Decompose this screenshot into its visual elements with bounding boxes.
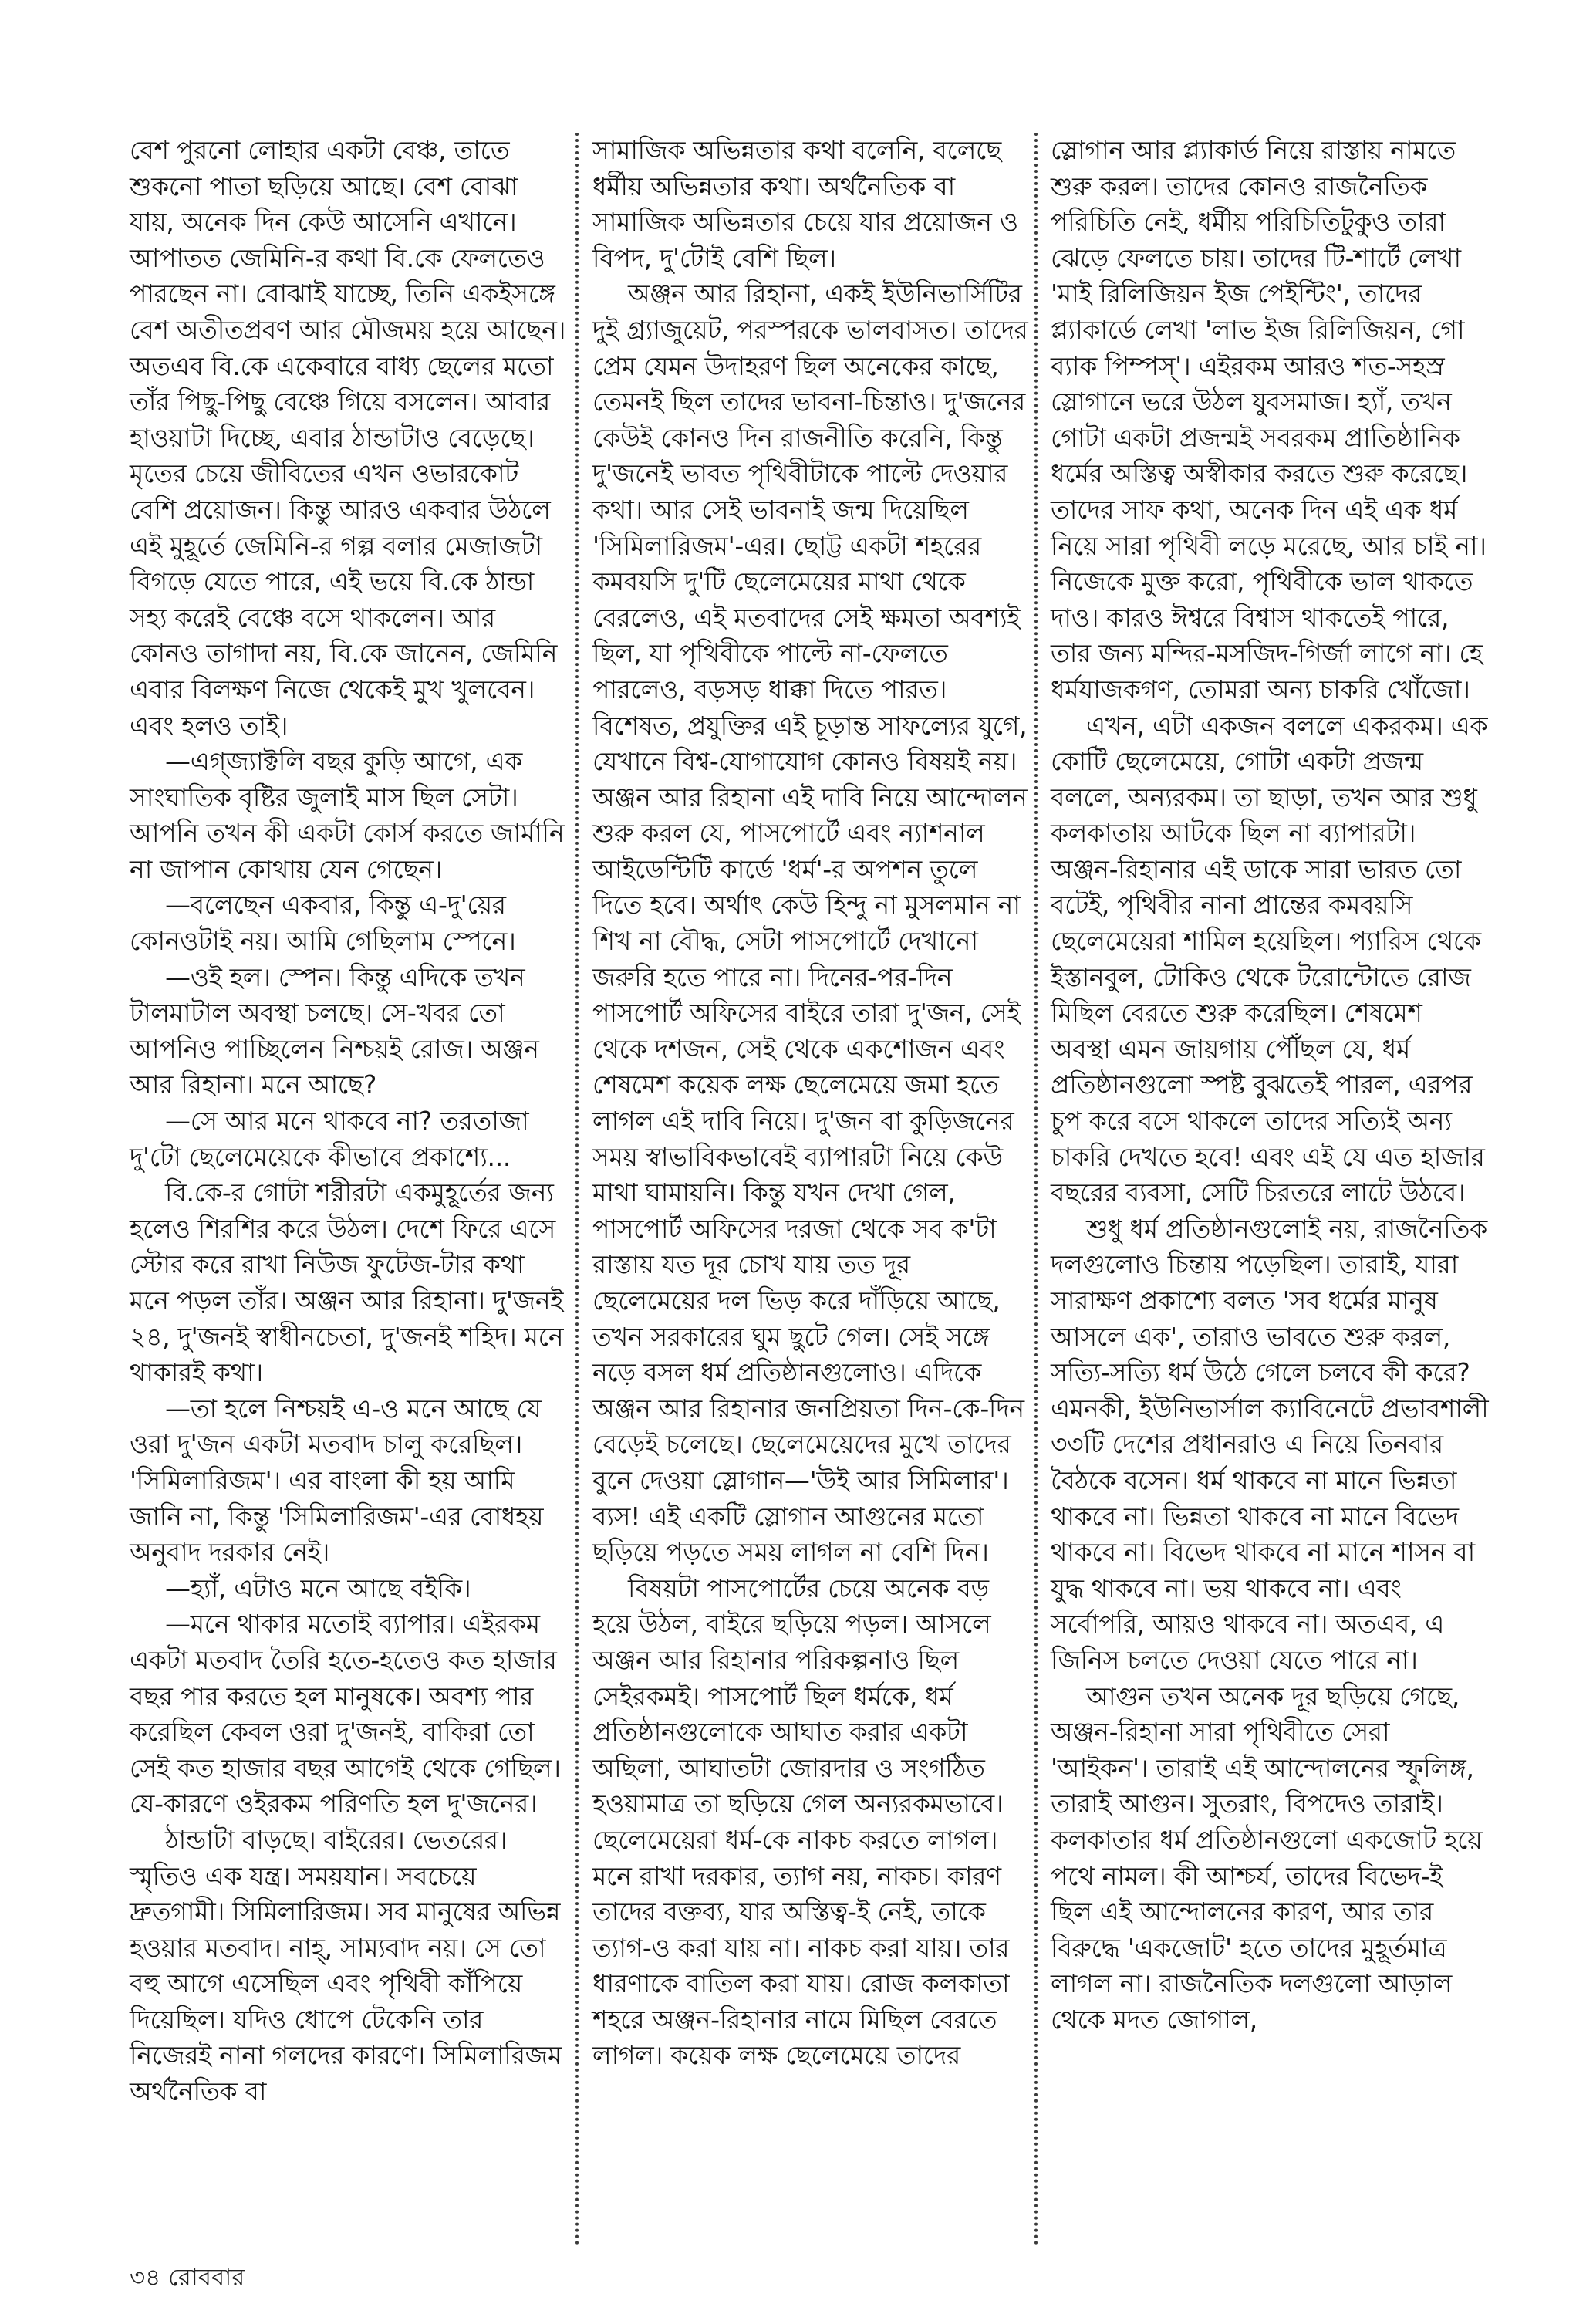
paragraph: —তা হলে নিশ্চয়ই এ-ও মনে আছে যে ওরা দু'জন একটা মতবাদ চালু করেছিল। 'সিমিলারিজম'। এর বাংলা কী হয় আমি জানি না, কিন্তু 'সিমিলারিজম'-এর বোধহয় অনুবাদ দরকার নেই।	[130, 1393, 544, 1568]
paragraph: আগুন তখন অনেক দূর ছড়িয়ে গেছে, অঞ্জন-রিহানা সারা পৃথিবীতে সেরা 'আইকন'। তারাই এই আন্দোলনের স্ফুলিঙ্গ, তারাই আগুন। সুতরাং, বিপদেও তারাই। কলকাতার ধর্ম প্রতিষ্ঠানগুলো একজোট হয়ে পথে নামল। কী আশ্চর্য, তাদের বিভেদ-ই ছিল এই আন্দোলনের কারণ, আর তার বিরুদ্ধে 'একজোট' হতে তাদের মুহূর্তমাত্র লাগল না। রাজনৈতিক দলগুলো আড়াল থেকে মদত জোগাল,	[1051, 1681, 1483, 2035]
text-column-2	[592, 133, 1031, 2074]
column-divider-1	[575, 133, 579, 2247]
paragraph: অঞ্জন আর রিহানা, একই ইউনিভার্সিটির দুই গ্র্যাজুয়েট, পরস্পরকে ভালবাসত। তাদের প্রেম যেমন উদাহরণ ছিল অনেকের কাছে, তেমনই ছিল তাদের ভাবনা-চিন্তাও। দু'জনের কেউই কোনও দিন রাজনীতি করেনি, কিন্তু দু'জনেই ভাবত পৃথিবীটাকে পাল্টে দেওয়ার কথা। আর সেই ভাবনাই জন্ম দিয়েছিল 'সিমিলারিজম'-এর। ছোট্ট একটা শহরের কমবয়সি দু'টি ছেলেমেয়ের মাথা থেকে বেরলেও, এই মতবাদের সেই ক্ষমতা অবশ্যই ছিল, যা পৃথিবীকে পাল্টে না-ফেলতে পারলেও, বড়সড় ধাক্কা দিতে পারত। বিশেষত, প্রযুক্তির এই চূড়ান্ত সাফল্যের যুগে, যেখানে বিশ্ব-যোগাযোগ কোনও বিষয়ই নয়। অঞ্জন আর রিহানা এই দাবি নিয়ে আন্দোলন শুরু করল যে, পাসপোর্টে এবং ন্যাশনাল আইডেন্টিটি কার্ডে 'ধর্ম'-র অপশন তুলে দিতে হবে। অর্থাৎ কেউ হিন্দু না মুসলমান না শিখ না বৌদ্ধ, সেটা পাসপোর্টে দেখানো জরুরি হতে পারে না। দিনের-পর-দিন পাসপোর্ট অফিসের বাইরে তারা দু'জন, সেই থেকে দশজন, সেই থেকে একশোজন এবং শেষমেশ কয়েক লক্ষ ছেলেমেয়ে জমা হতে লাগল এই দাবি নিয়ে। দু'জন বা কুড়িজনের সময় স্বাভাবিকভাবেই ব্যাপারটা নিয়ে কেউ মাথা ঘামায়নি। কিন্তু যখন দেখা গেল, পাসপোর্ট অফিসের দরজা থেকে সব ক'টা রাস্তায় যত দূর চোখ যায় তত দূর ছেলেমেয়ের দল ভিড় করে দাঁড়িয়ে আছে, তখন সরকারের ঘুম ছুটে গেল। সেই সঙ্গে নড়ে বসল ধর্ম প্রতিষ্ঠানগুলোও। এদিকে অঞ্জন আর রিহানার জনপ্রিয়তা দিন-কে-দিন বেড়েই চলেছে। ছেলেমেয়েদের মুখে তাদের বুনে দেওয়া স্লোগান—'উই আর সিমিলার'। ব্যস! এই একটি স্লোগান আগুনের মতো ছড়িয়ে পড়তে সময় লাগল না বেশি দিন।	[592, 279, 1028, 1568]
text-column-1	[130, 133, 568, 2110]
paragraph: —হ্যাঁ, এটাও মনে আছে বইকি।	[165, 1572, 471, 1603]
paragraph: এখন, এটা একজন বললে একরকম। এক কোটি ছেলেমেয়ে, গোটা একটা প্রজন্ম বললে, অন্যরকম। তা ছাড়া, তখন আর শুধু কলকাতায় আটকে ছিল না ব্যাপারটা। অঞ্জন-রিহানার এই ডাকে সারা ভারত তো বটেই, পৃথিবীর নানা প্রান্তের কমবয়সি ছেলেমেয়েরা শামিল হয়েছিল। প্যারিস থেকে ইস্তানবুল, টোকিও থেকে টরোন্টোতে রোজ মিছিল বেরতে শুরু করেছিল। শেষমেশ অবস্থা এমন জায়গায় পৌঁছল যে, ধর্ম প্রতিষ্ঠানগুলো স্পষ্ট বুঝতেই পারল, এরপর চুপ করে বসে থাকলে তাদের সত্যিই অন্য চাকরি দেখতে হবে! এবং এই যে এত হাজার বছরের ব্যবসা, সেটি চিরতরে লাটে উঠবে।	[1051, 710, 1488, 1208]
paragraph: সামাজিক অভিন্নতার কথা বলেনি, বলেছে ধর্মীয় অভিন্নতার কথা। অর্থনৈতিক বা সামাজিক অভিন্নতার চেয়ে যার প্রয়োজন ও বিপদ, দু'টোই বেশি ছিল।	[592, 135, 1018, 273]
paragraph: ঠান্ডাটা বাড়ছে। বাইরের। ভেতরের। স্মৃতিও এক যন্ত্র। সময়যান। সবচেয়ে দ্রুতগামী। সিমিলারিজম। সব মানুষের অভিন্ন হওয়ার মতবাদ। নাহ্‌, সাম্যবাদ নয়। সে তো বহু আগে এসেছিল এবং পৃথিবী কাঁপিয়ে দিয়েছিল। যদিও ধোপে টেকেনি তার নিজেরই নানা গলদের কারণে। সিমিলারিজম অর্থনৈতিক বা	[130, 1824, 562, 2107]
text-column-3	[1051, 133, 1489, 2038]
paragraph: —এগ্‌জ্যাক্টলি বছর কুড়ি আগে, এক সাংঘাতিক বৃষ্টির জুলাই মাস ছিল সেটা। আপনি তখন কী একটা কোর্স করতে জার্মানি না জাপান কোথায় যেন গেছেন।	[130, 746, 565, 884]
page-folio: ৩৪ রোববার	[130, 2264, 245, 2292]
paragraph: শুধু ধর্ম প্রতিষ্ঠানগুলোই নয়, রাজনৈতিক দলগুলোও চিন্তায় পড়েছিল। তারাই, যারা সারাক্ষণ প্রকাশ্যে বলত 'সব ধর্মের মানুষ আসলে এক', তারাও ভাবতে শুরু করল, সত্যি-সত্যি ধর্ম উঠে গেলে চলবে কী করে? এমনকী, ইউনিভার্সাল ক্যাবিনেটে প্রভাবশালী ৩৩টি দেশের প্রধানরাও এ নিয়ে তিনবার বৈঠকে বসেন। ধর্ম থাকবে না মানে ভিন্নতা থাকবে না। ভিন্নতা থাকবে না মানে বিভেদ থাকবে না। বিভেদ থাকবে না মানে শাসন বা যুদ্ধ থাকবে না। ভয় থাকবে না। এবং সর্বোপরি, আয়ও থাকবে না। অতএব, এ জিনিস চলতে দেওয়া যেতে পারে না।	[1051, 1213, 1489, 1675]
paragraph: —বলেছেন একবার, কিন্তু এ-দু'য়ের কোনওটাই নয়। আমি গেছিলাম স্পেনে।	[130, 890, 516, 957]
paragraph: —ওই হল। স্পেন। কিন্তু এদিকে তখন টালমাটাল অবস্থা চলছে। সে-খবর তো আপনিও পাচ্ছিলেন নিশ্চয়ই রোজ। অঞ্জন আর রিহানা। মনে আছে?	[130, 961, 539, 1100]
paragraph: বিষয়টা পাসপোর্টের চেয়ে অনেক বড় হয়ে উঠল, বাইরে ছড়িয়ে পড়ল। আসলে অঞ্জন আর রিহানার পরিকল্পনাও ছিল সেইরকমই। পাসপোর্ট ছিল ধর্মকে, ধর্ম প্রতিষ্ঠানগুলোকে আঘাত করার একটা অছিলা, আঘাতটা জোরদার ও সংগঠিত হওয়ামাত্র তা ছড়িয়ে গেল অন্যরকমভাবে। ছেলেমেয়েরা ধর্ম-কে নাকচ করতে লাগল। মনে রাখা দরকার, ত্যাগ নয়, নাকচ। কারণ তাদের বক্তব্য, যার অস্তিত্ব-ই নেই, তাকে ত্যাগ-ও করা যায় না। নাকচ করা যায়। তার ধারণাকে বাতিল করা যায়। রোজ কলকাতা শহরে অঞ্জন-রিহানার নামে মিছিল বেরতে লাগল। কয়েক লক্ষ ছেলেমেয়ে তাদের	[592, 1572, 1010, 2071]
paragraph: বি.কে-র গোটা শরীরটা একমুহূর্তের জন্য হলেও শিরশির করে উঠল। দেশে ফিরে এসে স্টোর করে রাখা নিউজ ফুটেজ-টার কথা মনে পড়ল তাঁর। অঞ্জন আর রিহানা। দু'জনই ২৪, দু'জনই স্বাধীনচেতা, দু'জনই শহিদ। মনে থাকারই কথা।	[130, 1177, 564, 1388]
paragraph: —সে আর মনে থাকবে না? তরতাজা দু'টো ছেলেমেয়েকে কীভাবে প্রকাশ্যে...	[130, 1106, 529, 1172]
column-divider-2	[1034, 133, 1038, 2247]
paragraph: বেশ পুরনো লোহার একটা বেঞ্চ, তাতে শুকনো পাতা ছড়িয়ে আছে। বেশ বোঝা যায়, অনেক দিন কেউ আসেনি এখানে। আপাতত জেমিনি-র কথা বি.কে ফেলতেও পারছেন না। বোঝাই যাচ্ছে, তিনি একইসঙ্গে বেশ অতীতপ্রবণ আর মৌজময় হয়ে আছেন। অতএব বি.কে একেবারে বাধ্য ছেলের মতো তাঁর পিছু-পিছু বেঞ্চে গিয়ে বসলেন। আবার হাওয়াটা দিচ্ছে, এবার ঠান্ডাটাও বেড়েছে। মৃতের চেয়ে জীবিতের এখন ওভারকোট বেশি প্রয়োজন। কিন্তু আরও একবার উঠলে এই মুহূর্তে জেমিনি-র গল্প বলার মেজাজটা বিগড়ে যেতে পারে, এই ভয়ে বি.কে ঠান্ডা সহ্য করেই বেঞ্চে বসে থাকলেন। আর কোনও তাগাদা নয়, বি.কে জানেন, জেমিনি এবার বিলক্ষণ নিজে থেকেই মুখ খুলবেন। এবং হলও তাই।	[130, 135, 566, 741]
paragraph: স্লোগান আর প্ল্যাকার্ড নিয়ে রাস্তায় নামতে শুরু করল। তাদের কোনও রাজনৈতিক পরিচিতি নেই, ধর্মীয় পরিচিতিটুকুও তারা ঝেড়ে ফেলতে চায়। তাদের টি-শার্টে লেখা 'মাই রিলিজিয়ন ইজ পেইন্টিং', তাদের প্ল্যাকার্ডে লেখা 'লাভ ইজ রিলিজিয়ন, গো ব্যাক পিম্পস্‌'। এইরকম আরও শত-সহস্র স্লোগানে ভরে উঠল যুবসমাজ। হ্যাঁ, তখন গোটা একটা প্রজন্মই সবরকম প্রাতিষ্ঠানিক ধর্মের অস্তিত্ব অস্বীকার করতে শুরু করেছে। তাদের সাফ কথা, অনেক দিন এই এক ধর্ম নিয়ে সারা পৃথিবী লড়ে মরেছে, আর চাই না। নিজেকে মুক্ত করো, পৃথিবীকে ভাল থাকতে দাও। কারও ঈশ্বরে বিশ্বাস থাকতেই পারে, তার জন্য মন্দির-মসজিদ-গির্জা লাগে না। হে ধর্মযাজকগণ, তোমরা অন্য চাকরি খোঁজো।	[1051, 135, 1487, 704]
paragraph: —মনে থাকার মতোই ব্যাপার। এইরকম একটা মতবাদ তৈরি হতে-হতেও কত হাজার বছর পার করতে হল মানুষকে। অবশ্য পার করেছিল কেবল ওরা দু'জনই, বাকিরা তো সেই কত হাজার বছর আগেই থেকে গেছিল। যে-কারণে ওইরকম পরিণতি হল দু'জনের।	[130, 1609, 561, 1819]
